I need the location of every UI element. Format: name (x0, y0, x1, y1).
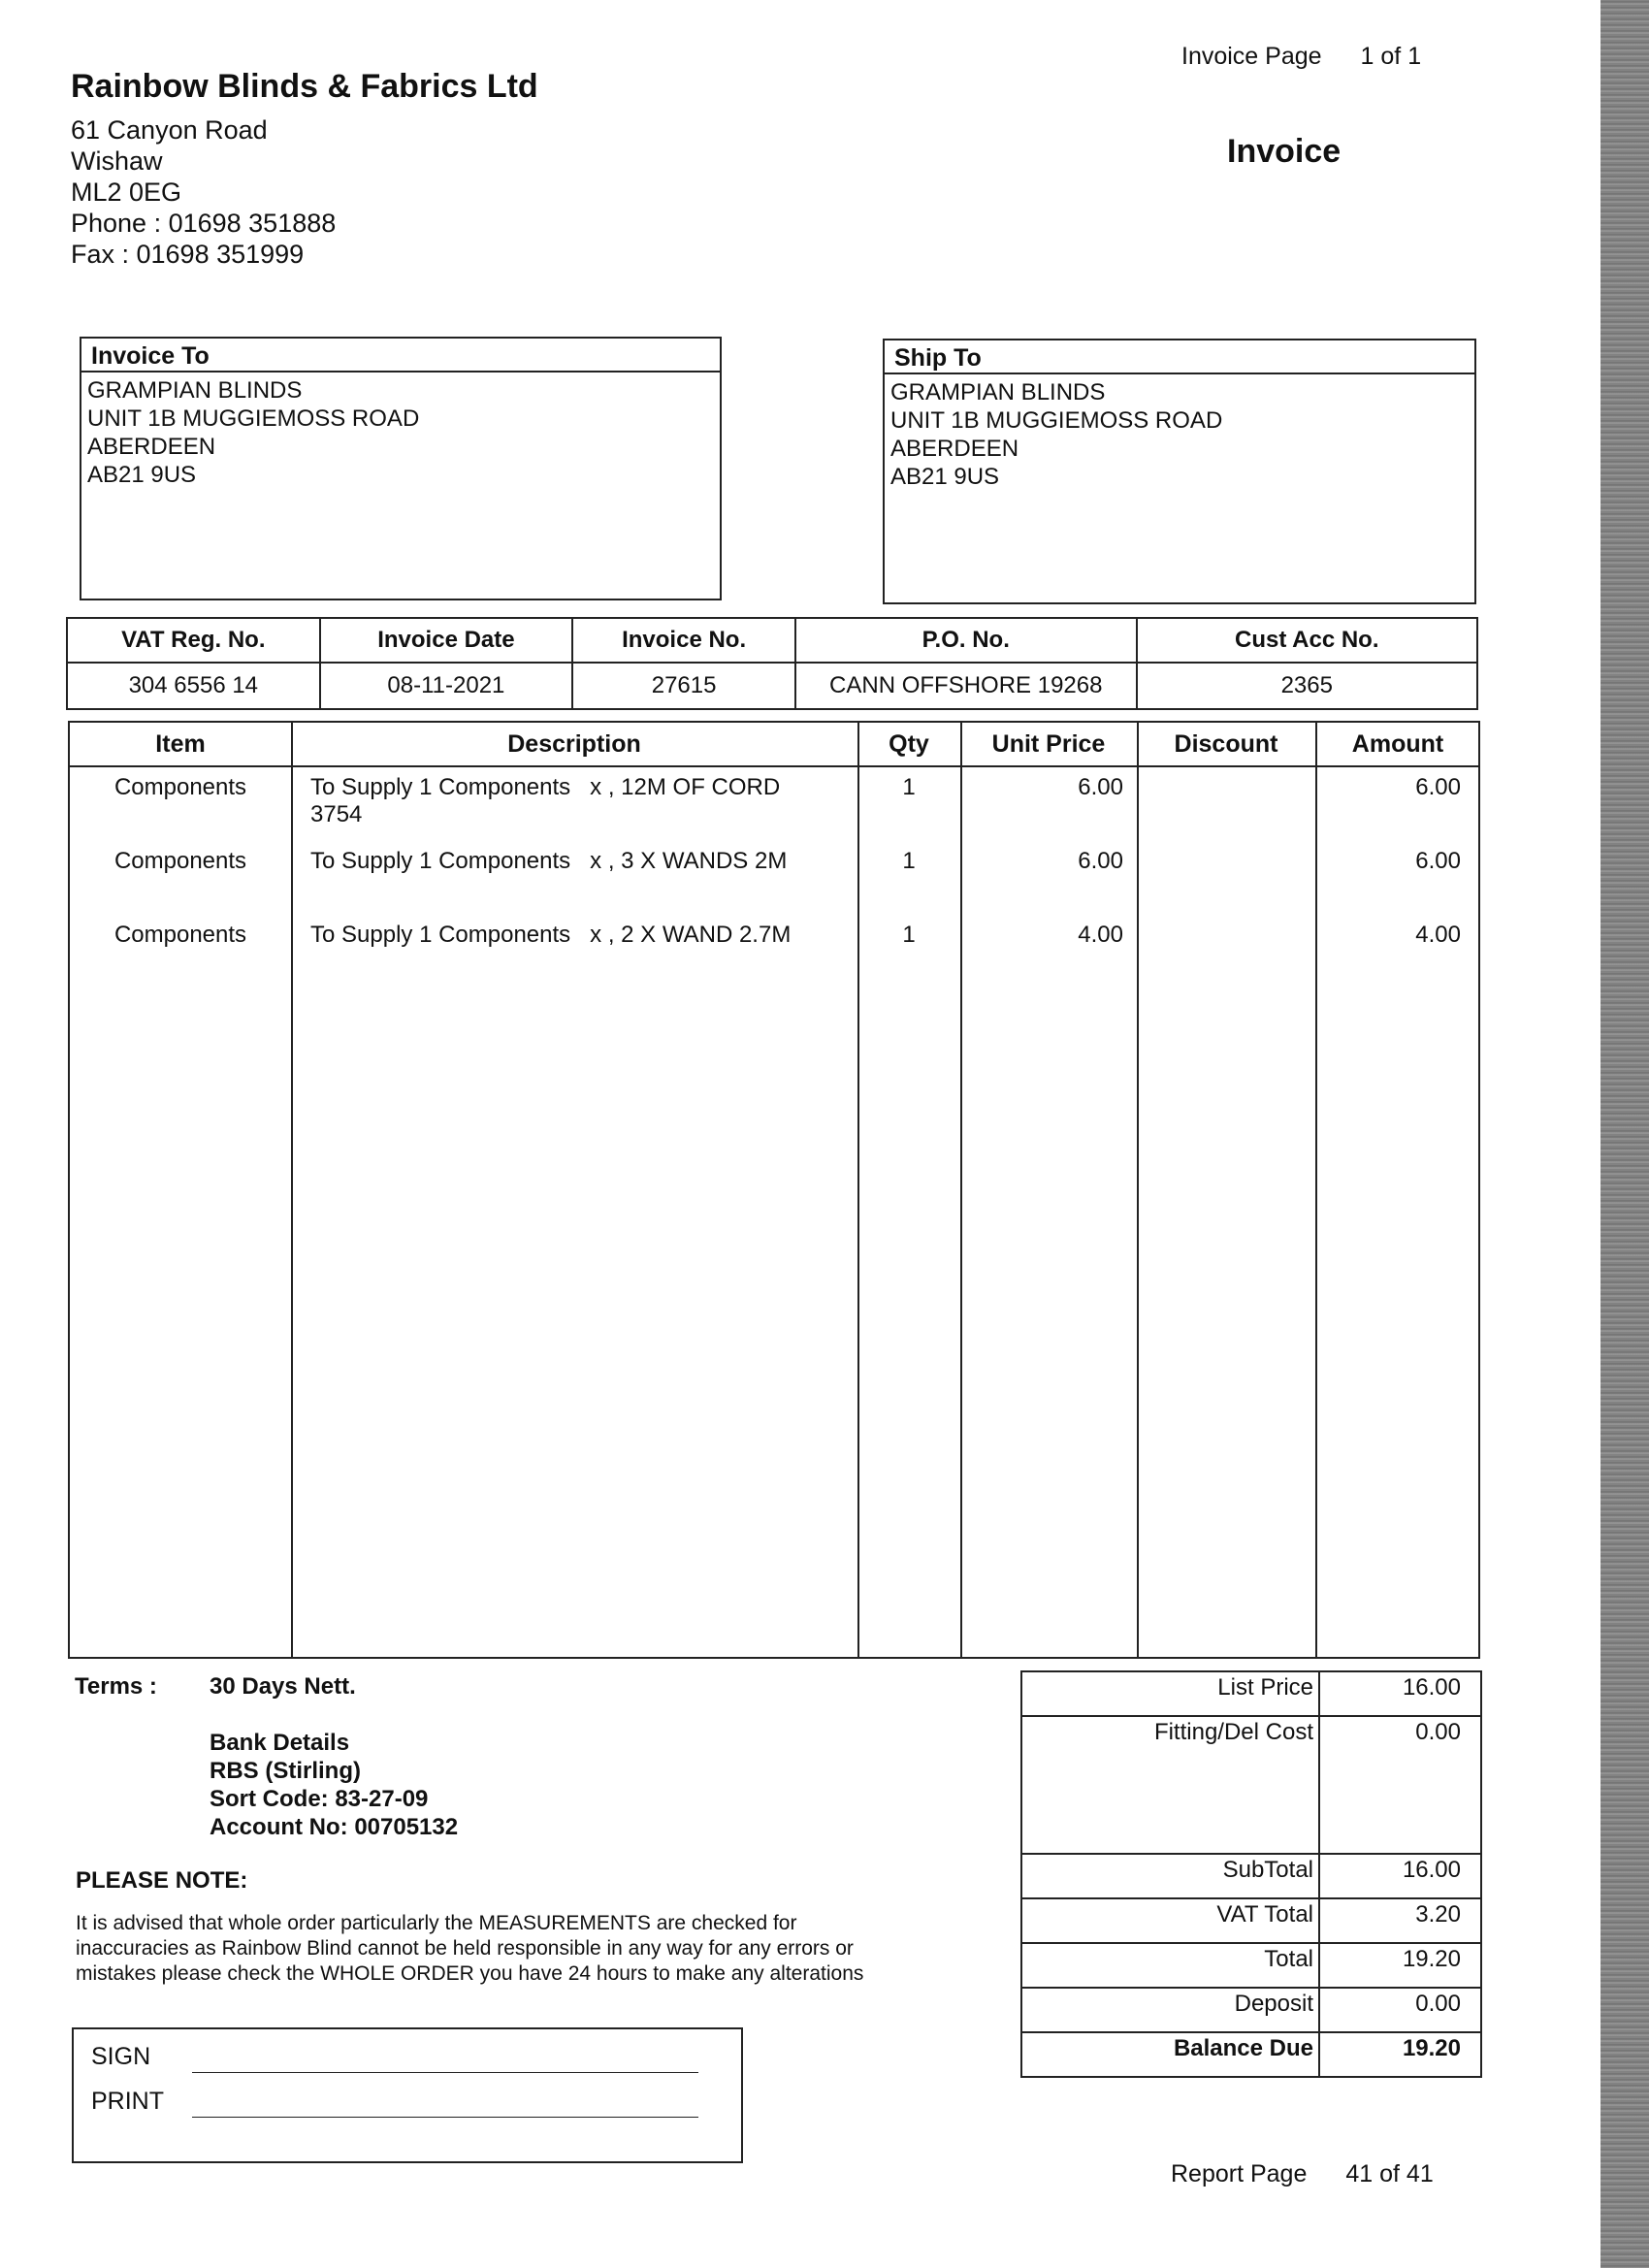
qty-header: Qty (889, 730, 929, 758)
sort-code: Sort Code: 83-27-09 (210, 1786, 429, 1812)
please-note-text (76, 1911, 863, 1987)
unit-price-cell: 4.00 (1078, 922, 1123, 948)
invoice-to-box (80, 337, 722, 600)
print-line[interactable] (192, 2117, 698, 2118)
deposit-row (1022, 1989, 1480, 2033)
fitting-del-value: 0.00 (1415, 1719, 1461, 1745)
ship-to-line: ABERDEEN (890, 436, 1019, 462)
vat-total-value: 3.20 (1415, 1901, 1461, 1928)
address-line: Wishaw (71, 146, 163, 176)
subtotal-value: 16.00 (1402, 1857, 1461, 1883)
qty-cell: 1 (902, 848, 916, 874)
description-header: Description (507, 730, 641, 758)
ship-to-label: Ship To (885, 340, 1474, 374)
list-price-row (1022, 1672, 1480, 1717)
vat-reg-header: VAT Reg. No. (67, 618, 320, 663)
total-value: 19.20 (1402, 1946, 1461, 1972)
deposit-value: 0.00 (1415, 1991, 1461, 2017)
invoice-no-header: Invoice No. (572, 618, 795, 663)
balance-due-row (1022, 2033, 1480, 2076)
invoice-date-header: Invoice Date (320, 618, 573, 663)
invoice-to-line: UNIT 1B MUGGIEMOSS ROAD (87, 405, 420, 432)
amount-header: Amount (1351, 730, 1444, 758)
note-line: mistakes please check the WHOLE ORDER you have 24 hours to make any alterations (76, 1962, 864, 1985)
qty-cell: 1 (902, 922, 916, 948)
address-line: ML2 0EG (71, 178, 182, 207)
print-label: PRINT (91, 2088, 164, 2115)
invoice-date-value: 08-11-2021 (320, 663, 573, 709)
line-items-table (68, 721, 1480, 1659)
po-no-value: CANN OFFSHORE 19268 (795, 663, 1137, 709)
company-address (71, 114, 336, 270)
phone-line: Phone : 01698 351888 (71, 209, 337, 238)
bank-details-title: Bank Details (210, 1730, 350, 1756)
unit-price-cell: 6.00 (1078, 848, 1123, 874)
amount-cell: 4.00 (1415, 922, 1461, 948)
total-label: Total (1264, 1946, 1313, 1972)
terms-value: 30 Days Nett. (210, 1673, 356, 1700)
ship-to-line: AB21 9US (890, 464, 1000, 490)
report-page-label: Report Page (1171, 2160, 1308, 2187)
description-cell: To Supply 1 Components x , 2 X WAND 2.7M (310, 922, 792, 948)
invoice-to-line: ABERDEEN (87, 434, 216, 460)
fitting-del-row (1022, 1717, 1480, 1855)
signature-box (72, 2027, 743, 2163)
list-price-label: List Price (1217, 1674, 1313, 1701)
unit-price-cell: 6.00 (1078, 774, 1123, 800)
amount-cell: 6.00 (1415, 774, 1461, 800)
cust-acc-value: 2365 (1137, 663, 1477, 709)
invoice-to-line: AB21 9US (87, 462, 197, 488)
item-cell: Components (113, 848, 247, 874)
subtotal-row (1022, 1855, 1480, 1899)
item-cell: Components (113, 922, 247, 948)
total-row (1022, 1944, 1480, 1989)
unit-price-header: Unit Price (991, 730, 1106, 758)
qty-cell: 1 (902, 774, 916, 800)
cust-acc-header: Cust Acc No. (1137, 618, 1477, 663)
scan-edge-shadow (1600, 0, 1649, 2268)
description-cell: To Supply 1 Components x , 3 X WANDS 2M (310, 848, 788, 874)
ship-to-box (883, 339, 1476, 604)
balance-due-value: 19.20 (1402, 2035, 1461, 2061)
sign-label: SIGN (91, 2043, 151, 2070)
invoice-page-indicator (1181, 43, 1421, 71)
description-cell: To Supply 1 Components x , 12M OF CORD (310, 774, 781, 800)
fitting-del-label: Fitting/Del Cost (1153, 1719, 1313, 1745)
description-cell-continued: 3754 (310, 801, 363, 827)
company-name: Rainbow Blinds & Fabrics Ltd (71, 68, 538, 105)
ship-to-line: UNIT 1B MUGGIEMOSS ROAD (890, 407, 1223, 434)
vat-reg-value: 304 6556 14 (67, 663, 320, 709)
fax-line: Fax : 01698 351999 (71, 240, 305, 269)
ship-to-line: GRAMPIAN BLINDS (890, 379, 1106, 405)
amount-cell: 6.00 (1415, 848, 1461, 874)
sign-line[interactable] (192, 2072, 698, 2073)
list-price-value: 16.00 (1402, 1674, 1461, 1701)
terms-label: Terms : (75, 1673, 157, 1700)
invoice-to-label: Invoice To (81, 339, 720, 373)
account-no: Account No: 00705132 (210, 1814, 459, 1840)
bank-name: RBS (Stirling) (210, 1758, 361, 1784)
item-cell: Components (113, 774, 247, 800)
vat-total-row (1022, 1899, 1480, 1944)
please-note-title: PLEASE NOTE: (76, 1867, 248, 1894)
report-page-indicator (1171, 2160, 1434, 2188)
report-page-value: 41 of 41 (1345, 2160, 1434, 2187)
invoice-no-value: 27615 (572, 663, 795, 709)
invoice-page-value: 1 of 1 (1360, 43, 1422, 70)
invoice-page-label: Invoice Page (1181, 43, 1322, 70)
document-title: Invoice (1227, 133, 1342, 170)
address-line: 61 Canyon Road (71, 115, 268, 145)
discount-header: Discount (1174, 730, 1278, 758)
invoice-info-table (66, 617, 1478, 710)
totals-box (1020, 1670, 1482, 2078)
bank-details (210, 1729, 458, 1841)
balance-due-label: Balance Due (1173, 2035, 1313, 2061)
note-line: It is advised that whole order particularly the MEASUREMENTS are checked for (76, 1912, 797, 1934)
invoice-to-line: GRAMPIAN BLINDS (87, 377, 303, 404)
po-no-header: P.O. No. (795, 618, 1137, 663)
note-line: inaccuracies as Rainbow Blind cannot be held responsible in any way for any errors or (76, 1937, 854, 1960)
subtotal-label: SubTotal (1222, 1857, 1313, 1883)
deposit-label: Deposit (1234, 1991, 1313, 2017)
vat-total-label: VAT Total (1216, 1901, 1313, 1928)
item-header: Item (155, 730, 206, 758)
